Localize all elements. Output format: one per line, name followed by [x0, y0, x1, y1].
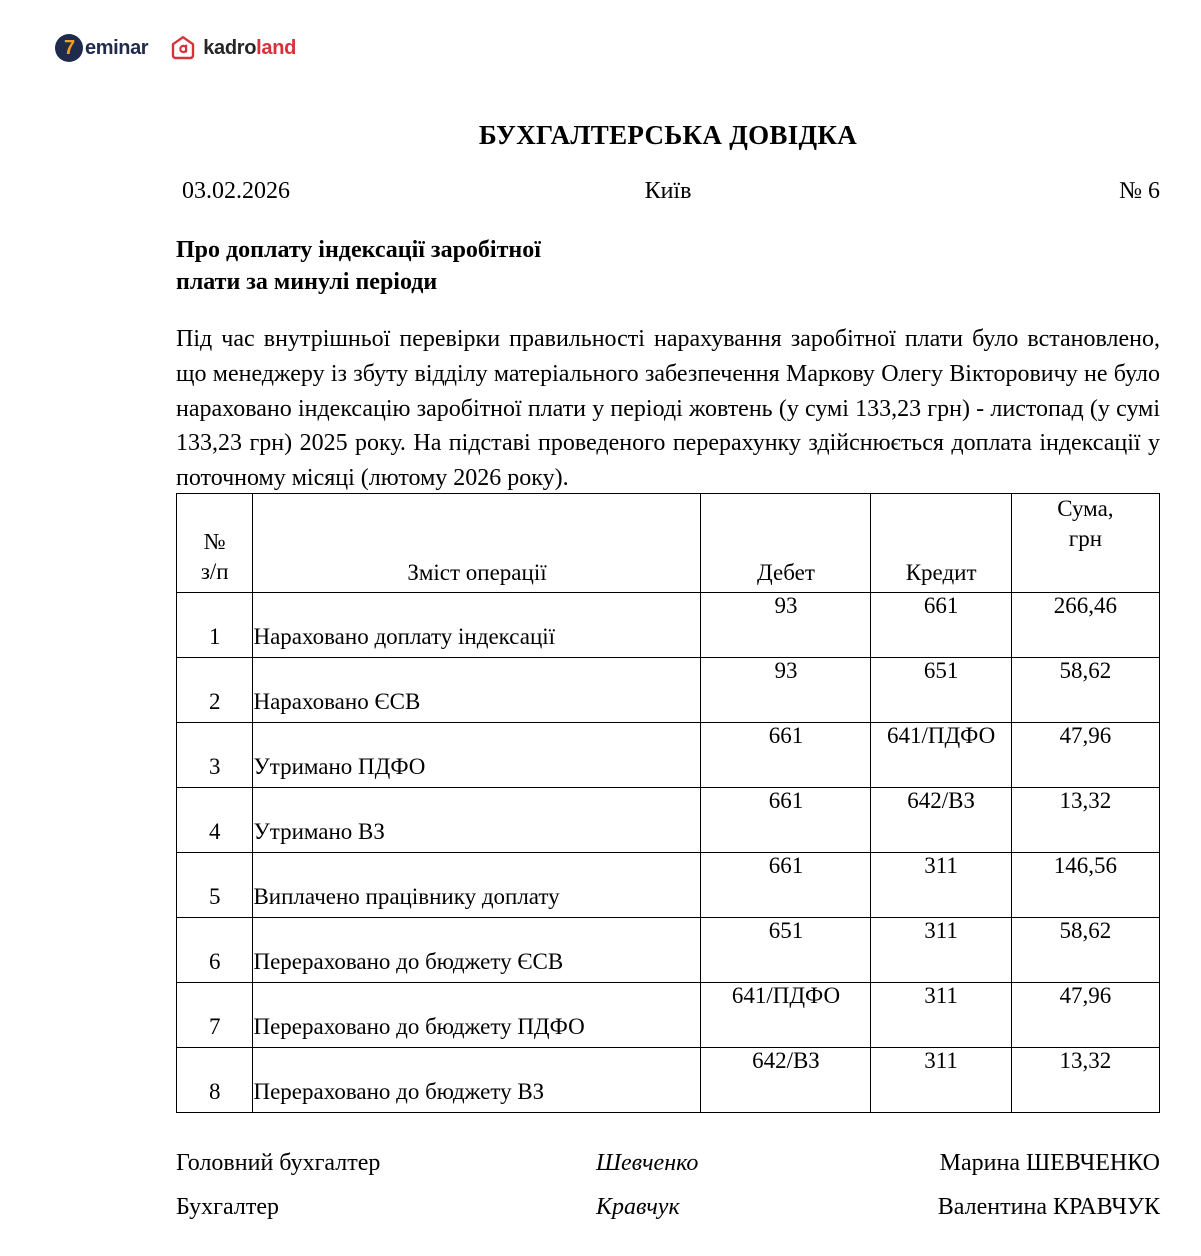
cell-number: 5	[177, 853, 253, 918]
subject-line-2: плати за минулі періоди	[176, 268, 438, 295]
cell-credit: 311	[871, 918, 1011, 983]
column-header-sum	[1011, 494, 1159, 593]
seminar-logo[interactable]	[55, 34, 148, 62]
document-body-paragraph: Під час внутрішньої перевірки правильності нарахування заробітної плати було встановлено, що менеджеру із збуту відділу матеріального забезпечення Маркову Олегу Вікторовичу не було нараховано індексацію заробітної плати у періоді жовтень (у сумі 133,23 грн) - листопад (у сумі 133,23 грн) 2025 року. На підставі проведеного перерахунку здійснюється доплата індексації у поточному місяці (лютому 2026 року).	[176, 326, 1160, 492]
signature-block	[176, 1150, 1160, 1238]
cell-sum: 13,32	[1011, 1048, 1159, 1113]
cell-sum: 58,62	[1011, 918, 1159, 983]
kadroland-text-dark: kadro	[203, 36, 257, 59]
cell-description: Утримано ПДФО	[253, 723, 701, 788]
kadroland-logo-text	[203, 37, 296, 60]
cell-credit: 641/ПДФО	[871, 723, 1011, 788]
column-header-description: Зміст операції	[253, 494, 701, 593]
signatory-name: Марина ШЕВЧЕНКО	[939, 1150, 1160, 1176]
signatory-role: Бухгалтер	[176, 1194, 280, 1220]
signature-row	[176, 1150, 1160, 1194]
cell-credit: 661	[871, 593, 1011, 658]
column-header-sum-line2: грн	[1068, 525, 1103, 551]
column-header-number-line2: з/п	[200, 558, 229, 584]
cell-debit: 661	[701, 853, 871, 918]
cell-debit: 651	[701, 918, 871, 983]
cell-credit: 311	[871, 1048, 1011, 1113]
cell-debit: 661	[701, 788, 871, 853]
cell-number: 2	[177, 658, 253, 723]
document-number: № 6	[1119, 178, 1160, 204]
table-row	[177, 788, 1160, 853]
subject-line-1: Про доплату індексації заробітної	[176, 237, 541, 263]
column-header-number	[177, 494, 253, 593]
cell-number: 1	[177, 593, 253, 658]
cell-description: Виплачено працівнику доплату	[253, 853, 701, 918]
signatory-signature: Шевченко	[596, 1150, 699, 1176]
table-row	[177, 983, 1160, 1048]
cell-description: Перераховано до бюджету ПДФО	[253, 983, 701, 1048]
table-header	[177, 494, 1160, 593]
brand-bar	[55, 34, 296, 62]
cell-debit: 641/ПДФО	[701, 983, 871, 1048]
cell-sum: 266,46	[1011, 593, 1159, 658]
document-date: 03.02.2026	[182, 178, 290, 204]
table-body	[177, 593, 1160, 1113]
signatory-role: Головний бухгалтер	[176, 1150, 381, 1176]
column-header-credit: Кредит	[871, 494, 1011, 593]
document-meta-row	[176, 178, 1160, 208]
signature-row	[176, 1194, 1160, 1238]
seminar-logo-text: eminar	[85, 36, 149, 59]
cell-description: Утримано ВЗ	[253, 788, 701, 853]
signatory-name: Валентина КРАВЧУК	[937, 1194, 1160, 1220]
table-row	[177, 658, 1160, 723]
cell-sum: 47,96	[1011, 723, 1159, 788]
column-header-debit: Дебет	[701, 494, 871, 593]
cell-description: Перераховано до бюджету ЄСВ	[253, 918, 701, 983]
page-title: БУХГАЛТЕРСЬКА ДОВІДКА	[478, 120, 858, 150]
cell-credit: 311	[871, 983, 1011, 1048]
table-row	[177, 593, 1160, 658]
cell-number: 6	[177, 918, 253, 983]
cell-number: 3	[177, 723, 253, 788]
cell-credit: 651	[871, 658, 1011, 723]
table-row	[177, 853, 1160, 918]
cell-sum: 47,96	[1011, 983, 1159, 1048]
signatory-signature: Кравчук	[596, 1194, 680, 1220]
table-row	[177, 1048, 1160, 1113]
cell-description: Нараховано доплату індексації	[253, 593, 701, 658]
cell-debit: 93	[701, 593, 871, 658]
cell-description: Нараховано ЄСВ	[253, 658, 701, 723]
seminar-seven-icon: 7	[55, 34, 83, 62]
table-row	[177, 918, 1160, 983]
cell-description: Перераховано до бюджету ВЗ	[253, 1048, 701, 1113]
document-subject	[176, 235, 736, 298]
operations-table	[176, 493, 1160, 1113]
cell-debit: 93	[701, 658, 871, 723]
table-row	[177, 723, 1160, 788]
cell-sum: 146,56	[1011, 853, 1159, 918]
column-header-sum-line1: Сума,	[1057, 496, 1114, 521]
kadroland-text-accent: land	[256, 36, 297, 59]
kadroland-house-icon	[170, 35, 196, 61]
cell-sum: 13,32	[1011, 788, 1159, 853]
cell-debit: 661	[701, 723, 871, 788]
column-header-number-line1: №	[203, 529, 226, 555]
table-header-row	[177, 494, 1160, 593]
cell-credit: 642/ВЗ	[871, 788, 1011, 853]
cell-number: 4	[177, 788, 253, 853]
document-city: Київ	[644, 178, 692, 204]
cell-sum: 58,62	[1011, 658, 1159, 723]
kadroland-logo[interactable]	[170, 35, 296, 61]
cell-number: 7	[177, 983, 253, 1048]
cell-credit: 311	[871, 853, 1011, 918]
cell-debit: 642/ВЗ	[701, 1048, 871, 1113]
cell-number: 8	[177, 1048, 253, 1113]
